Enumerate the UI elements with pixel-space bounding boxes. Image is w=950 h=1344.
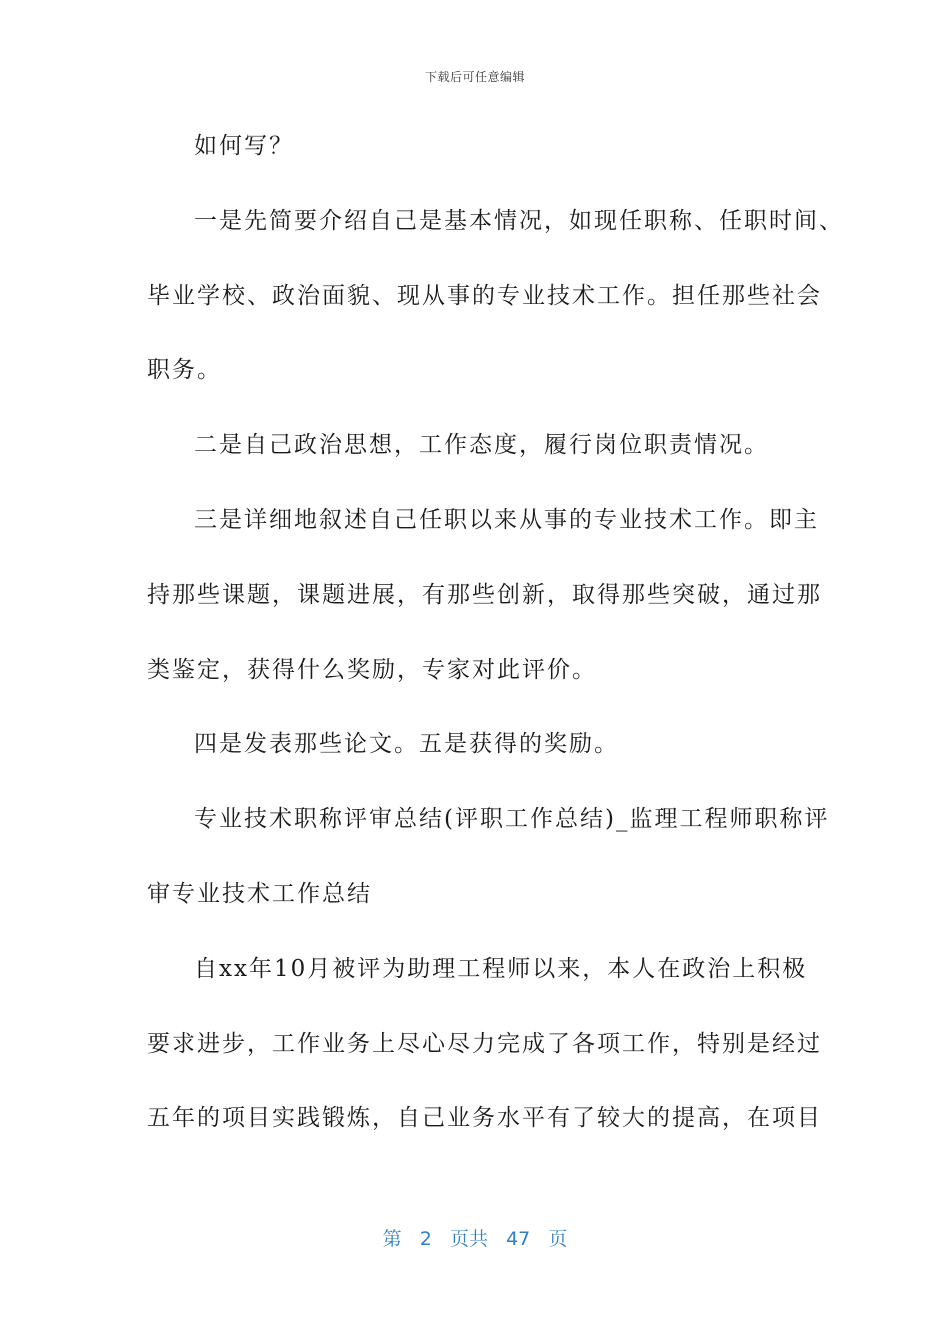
paragraph-line: 毕业学校、政治面貌、现从事的专业技术工作。担任那些社会 [147, 282, 822, 309]
section-title-line: 专业技术职称评审总结(评职工作总结)_监理工程师职称评 [194, 806, 830, 833]
paragraph-line: 四是发表那些论文。五是获得的奖励。 [194, 731, 619, 758]
paragraph-line: 五年的项目实践锻炼，自己业务水平有了较大的提高，在项目 [147, 1105, 822, 1132]
page-label-prefix: 第 [382, 1228, 402, 1250]
paragraph-line: 如何写？ [194, 133, 294, 159]
paragraph-line: 持那些课题，课题进展，有那些创新，取得那些突破，通过那 [147, 581, 822, 608]
page-label-suffix: 页 [548, 1228, 568, 1250]
document-body [147, 120, 844, 1167]
page-label-mid: 页共 [449, 1228, 488, 1250]
paragraph-line: 要求进步，工作业务上尽心尽力完成了各项工作，特别是经过 [147, 1030, 822, 1057]
paragraph-line: 职务。 [147, 357, 222, 384]
current-page-number: 2 [419, 1228, 432, 1250]
header-note: 下载后可任意编辑 [424, 70, 525, 84]
paragraph-line: 一是先简要介绍自己是基本情况，如现任职称、任职时间、 [194, 207, 844, 234]
paragraph-line: 自xx年10月被评为助理工程师以来，本人在政治上积极 [194, 955, 808, 982]
page-footer [0, 1224, 950, 1251]
section-title-line: 审专业技术工作总结 [147, 880, 372, 907]
paragraph-line: 二是自己政治思想，工作态度，履行岗位职责情况。 [194, 432, 769, 459]
paragraph-line: 类鉴定，获得什么奖励，专家对此评价。 [147, 656, 597, 683]
total-pages-number: 47 [506, 1228, 531, 1250]
paragraph-line: 三是详细地叙述自己任职以来从事的专业技术工作。即主 [194, 506, 819, 533]
